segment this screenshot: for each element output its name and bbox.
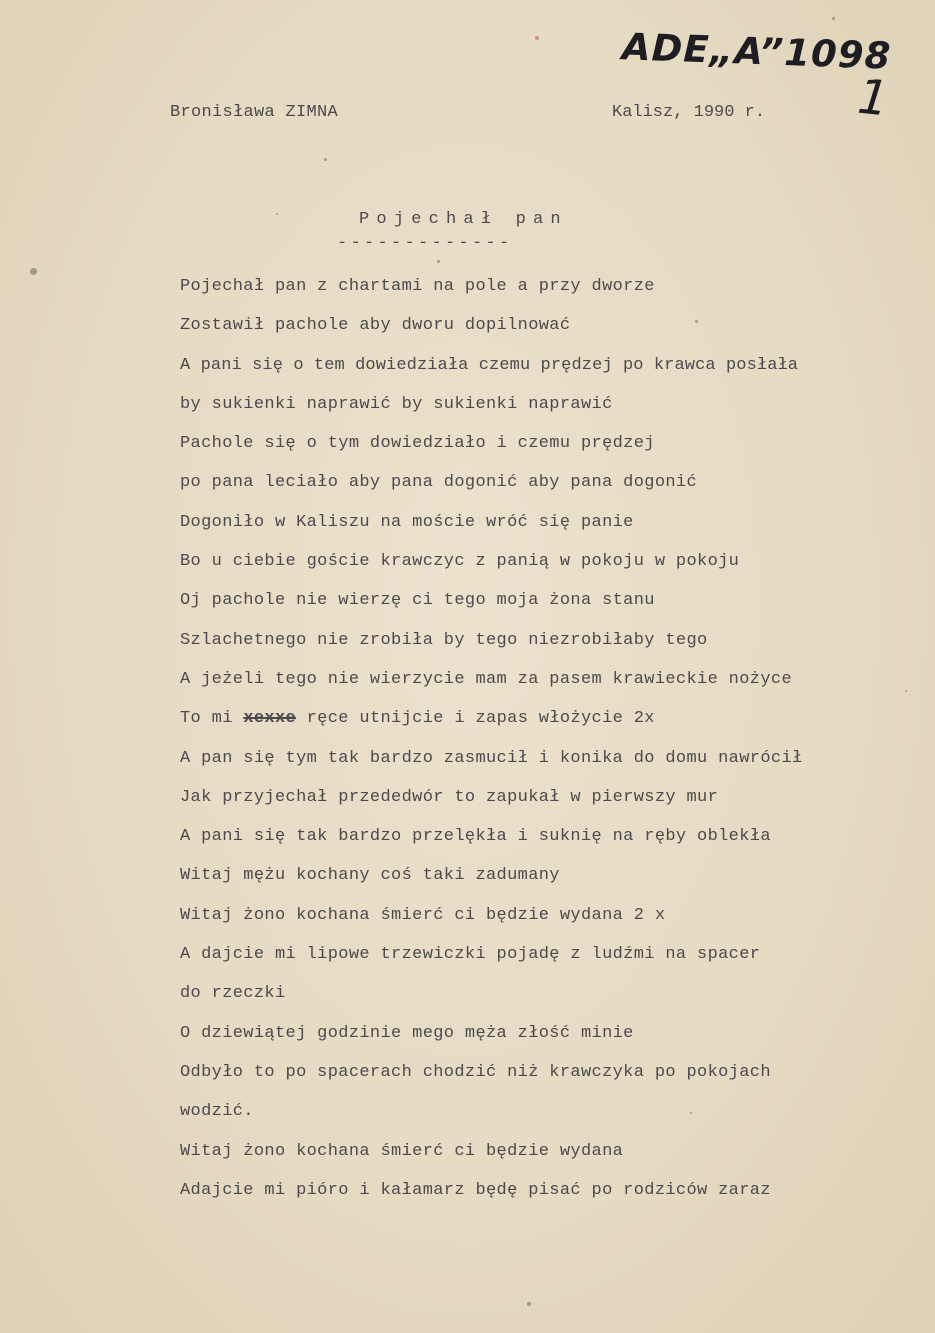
poem-line: A jeżeli tego nie wierzycie mam za pasem krawieckie nożyce (180, 669, 792, 689)
paper-speck (30, 268, 37, 275)
archive-signature: ADE„A”1098 (621, 25, 892, 78)
paper-speck (527, 1302, 531, 1306)
poem-line: Witaj żono kochana śmierć ci będzie wydana 2 x (180, 905, 666, 925)
paper-speck (832, 17, 835, 20)
poem-line: A dajcie mi lipowe trzewiczki pojadę z ludźmi na spacer (180, 945, 761, 965)
poem-body (180, 276, 803, 1219)
struck-out-word: xexxe (243, 709, 297, 729)
paper-speck (276, 213, 278, 215)
poem-line: Dogoniło w Kaliszu na moście wróć się panie (180, 512, 634, 532)
poem-line: Jak przyjechał przededwór to zapukał w pierwszy mur (180, 787, 719, 807)
poem-line: Adajcie mi pióro i kałamarz będę pisać po rodziców zaraz (180, 1180, 771, 1200)
poem-line: wodzić. (180, 1102, 254, 1122)
archive-sub-mark: 1 (855, 68, 892, 128)
poem-line: O dziewiątej godzinie mego męża złość minie (180, 1023, 634, 1043)
poem-line: A pani się o tem dowiedziała czemu prędzej po krawca posłała (180, 355, 799, 375)
poem-line: Zostawił pachole aby dworu dopilnować (180, 316, 571, 336)
poem-line: Pojechał pan z chartami na pole a przy dworze (180, 277, 655, 296)
poem-line: Bo u ciebie goście krawczyc z panią w pokoju w pokoju (180, 552, 740, 572)
paper-speck (324, 158, 327, 161)
line-end: ręce utnijcie i zapas włożycie 2x (306, 709, 655, 729)
place-and-date: Kalisz, 1990 r. (612, 103, 766, 122)
poem-line: do rzeczki (180, 984, 286, 1004)
poem-line: Witaj mężu kochany coś taki zadumany (180, 866, 560, 886)
paper-speck (535, 36, 539, 40)
poem-line: A pani się tak bardzo przelękła i suknię na ręby oblekła (180, 827, 771, 847)
poem-line: Szlachetnego nie zrobiła by tego niezrobiłaby tego (180, 630, 708, 650)
poem-line: A pan się tym tak bardzo zasmucił i konika do domu nawrócił (180, 748, 803, 768)
title-underline: ------------- (337, 234, 513, 253)
paper-speck (437, 260, 440, 263)
poem-line-with-strike (180, 708, 803, 747)
poem-line: by sukienki naprawić by sukienki naprawić (180, 394, 613, 414)
line-start: To mi (180, 709, 233, 729)
poem-line: Witaj żono kochana śmierć ci będzie wydana (180, 1141, 624, 1161)
paper-speck (905, 690, 907, 692)
poem-line: Pachole się o tym dowiedziało i czemu prędzej (180, 434, 655, 454)
poem-line: Oj pachole nie wierzę ci tego moja żona stanu (180, 591, 655, 611)
poem-title: Pojechał pan (359, 210, 568, 229)
poem-line: Odbyło to po spacerach chodzić niż krawczyka po pokojach (180, 1062, 771, 1082)
author-name: Bronisława ZIMNA (170, 103, 339, 122)
poem-line: po pana leciało aby pana dogonić aby pana dogonić (180, 473, 698, 493)
